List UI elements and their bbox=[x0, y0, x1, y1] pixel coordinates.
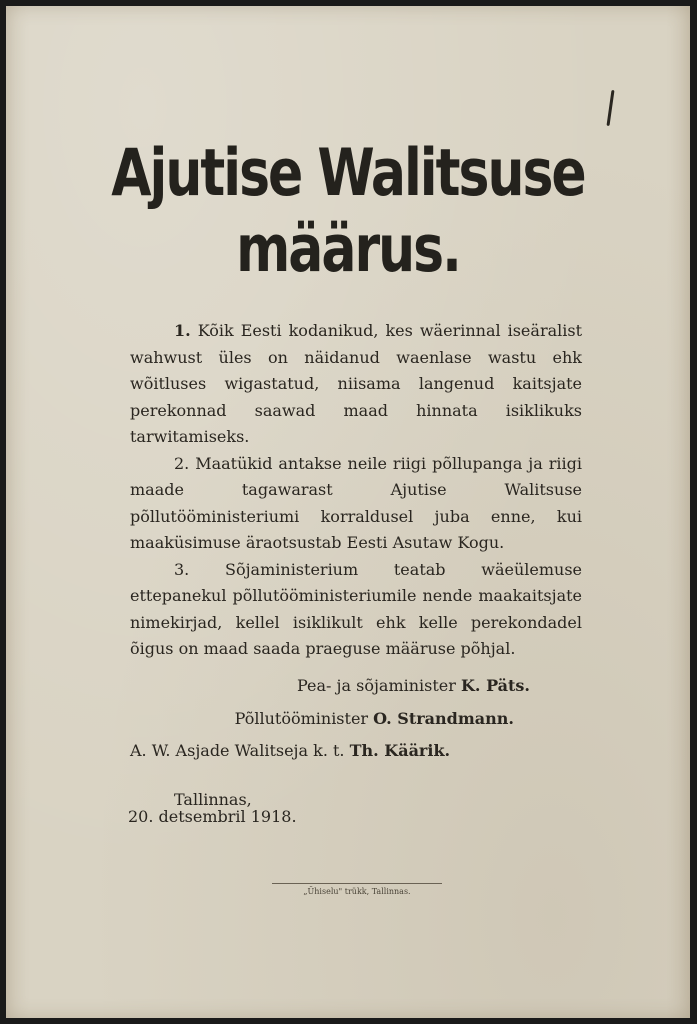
signature-role: Põllutööminister bbox=[234, 709, 369, 728]
paragraph-text: Maatükid antakse neile riigi põllupanga ja riigi maade tagawarast Ajutise Walitsuse põllutööministeriumi korraldusel juba enne, kui maaküsimuse äraotsustab Eesti Asutaw Kogu. bbox=[130, 453, 582, 552]
title-line-2: määrus. bbox=[236, 212, 460, 287]
decree-body bbox=[130, 318, 582, 663]
signature-agriculture-minister bbox=[235, 709, 514, 728]
signature-foreign-affairs bbox=[130, 741, 450, 760]
paragraph-text: Sõjaministerium teatab wäeülemuse ettepanekul põllutööministeriumile nende maakaitsjate nimekirjad, kellel isiklikult ehk kelle perekondadel õigus on maad saada praeguse määruse põhjal. bbox=[130, 559, 582, 658]
paragraph-text: Kõik Eesti kodanikud, kes wäerinnal iseäralist wahwust üles on näidanud waenlase wastu ehk wõitluses wigastatud, niisama langenud kaitsjate perekonnad saawad maad hinnata isiklikuks tarwitamiseks. bbox=[130, 321, 582, 446]
date: 20. detsembril 1918. bbox=[128, 807, 297, 826]
paragraph-2 bbox=[130, 451, 582, 557]
place: Tallinnas, bbox=[174, 790, 252, 809]
signature-name: O. Strandmann. bbox=[373, 709, 514, 728]
signature-role: A. W. Asjade Walitseja k. t. bbox=[130, 741, 345, 760]
paragraph-number: 2. bbox=[174, 453, 190, 473]
paragraph-number: 1. bbox=[174, 321, 191, 340]
printer-imprint: „Ühiselu" trükk, Tallinnas. bbox=[303, 887, 411, 896]
paragraph-number: 3. bbox=[174, 559, 190, 579]
document-sheet bbox=[6, 6, 690, 1018]
signature-role: Pea- ja sõjaminister bbox=[296, 676, 456, 695]
pencil-mark bbox=[607, 90, 615, 126]
paragraph-1 bbox=[130, 318, 582, 451]
paragraph-3 bbox=[130, 557, 582, 663]
title-line-1: Ajutise Walitsuse bbox=[111, 136, 585, 211]
signature-name: K. Päts. bbox=[461, 676, 530, 695]
signature-name: Th. Käärik. bbox=[349, 741, 451, 760]
footer-rule bbox=[272, 883, 442, 884]
signature-prime-minister bbox=[297, 676, 530, 695]
